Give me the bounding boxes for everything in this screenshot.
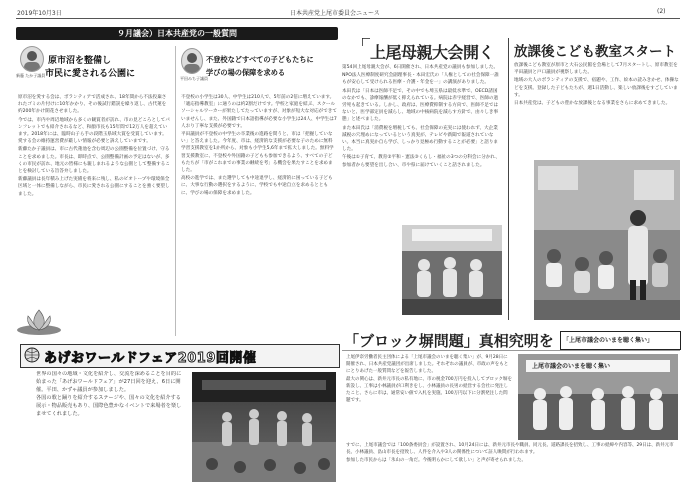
newspaper-name: 日本共産党上尾市委員会ニュース <box>290 10 380 17</box>
meeting-banner-text: 上尾市議会のいまを聴く集い <box>532 363 611 370</box>
q2-paragraph: 平田議員が不登校の中学生の卒業後の進路を問うと、市は「把握していない」と答えました。今年度、市は、経済的な支援が必要な子のために無料学習支援教室を1か所から、対象も小学生5,6年まで拡大しました。無料学習支援教室に、不登校や外国籍の子どもも参加できるよう、すべての子どもたちが「市がこれまでの事業の継続を考」る機会を果たすことを求めました。 <box>181 132 334 174</box>
afterschool-body <box>514 62 680 162</box>
mothers-conference-title: 上尾母親大会開く <box>370 43 495 62</box>
q2-paragraph: 高校の進学では、また選学しても中途退学し、経済的に困っている子どもに、大事な行動の選択をするように、学校でも中途自立を求めるとともに、学びの場の保障を求めました。 <box>181 176 333 196</box>
person-icon <box>21 47 43 71</box>
afterschool-paragraph: 放課後こども教室が原市と大石公民館を会場として7月スタートし、原市教室を平田議員と戸口議員が視察しました。 <box>514 63 678 76</box>
q1-paragraph: 今では、市内や周辺地域から多くの観賞者が訪れ、市の見どころとしてパンフレットでも紹介されるなど、和顔市長も15年間で12万人を超えています。2018年には、臨時山子ら手の段階玉県域大賞を受賞しています。愛する会の維持運営費が厳しい情報が必要と訴えしていまです。 <box>18 117 170 145</box>
globe-icon <box>24 347 40 363</box>
world-fair-photo <box>192 372 336 482</box>
fair-paragraph: 各国の歌と踊りを紹介するステージや、国々の文化を紹介する展示・物品販売もあり、国際色豊かなイベントで来場者を楽しませてくれました。 <box>36 395 182 417</box>
mothers-paragraph: NPO法人医療制度研究会副理事長・本田宏氏の「人権としての社会保障一誰もが安心して受けられる医療・介護・年金を一」の講演がありました。 <box>342 73 499 86</box>
mothers-paragraph: 午後は①子育て、教育②平和・憲法③くらし・福祉の3つの分科会に分かれ、参加者から要望を出し合い、市や県に届けていくこと話されました。 <box>342 155 500 168</box>
afterschool-photo <box>534 160 680 320</box>
block-paragraph: 参加した市民からは「氷山の一角だ。今後明らかにして欲しい」と声が寄せられました。 <box>346 458 526 463</box>
block-wall-title: 「ブロック塀問題」真相究明を <box>344 332 554 350</box>
block-wall-body-b <box>346 442 680 488</box>
block-wall-meeting-photo <box>518 354 678 440</box>
issue-date: 2019年10月3日 <box>17 10 62 17</box>
speaker-name-hirata: 平田みち子議員 <box>180 76 208 81</box>
q1-paragraph: 原市沼を愛する会は、ボランティアで活成され、18年間から不法投棄されたゴミの片付けに10年かかり、その後試行錯誤を繰り返し、古代蓮を約200年かけ開花させました。 <box>18 95 167 115</box>
mothers-paragraph: また本田氏は「消費税を増税しても、社会保障の充実には使われず、大企業減税の穴埋めになっているという真実が、テレビや新聞で報道されていない。本当に真実か自ら学び、しっかり見極め行動することが必要」と語りました。 <box>342 125 499 153</box>
fair-paragraph: 世界の国々の地域・文化を紹介し、交流を深めることを目的に始まった「あげおワールドフェア」が27日回を迎え、6日に開催。平田、かずゃ議員が参加しました。 <box>36 371 182 393</box>
column-divider <box>508 38 509 320</box>
section-rule <box>342 350 680 351</box>
q1-headline-line2: 市民に愛される公園に <box>45 69 136 79</box>
afterschool-paragraph: 日本共産党は、子どもの豊かな放課後となる事業をさらに求めてきました。 <box>514 101 671 107</box>
q1-headline-line1: 原市沼を整備し <box>48 56 112 66</box>
afterschool-title: 放課後こども教室スタート <box>514 44 676 60</box>
lotus-flower-illustration <box>14 302 64 338</box>
mothers-paragraph: 本田氏は「日本は医師不足で、その中でも埼玉県は最低水準で、OECD諸国のなかでも、診療報酬が低く抑えられている。病院は赤字経営で、医師の過労死も起きている。しかし、政府は、医療費抑制する方向で、医師不足ではないと、医学部定員を減らし、地域の中核病院を減らす方針で、由々しき事態」と述べました。 <box>342 88 499 123</box>
block-paragraph: すでに、上尾市議会では「100条委員会」が設置され、10月24日には、新井元市長や職員、同元長、道路課長を招致し、工事の経緯や内容等、29日は、新井元市長、小林議員、畠山市長を招致し、人件を介入や3人の関係性について証人喚問が行われます。 <box>346 443 674 455</box>
corner-bracket-icon <box>362 38 370 46</box>
q1-paragraph: 新藤たか子議員は、市に古代蓮池を含む周辺の公園整備を位置づけ、守ることを求めました。市長は、即時点で、公園整備計画の予定はないが、多くの市民が訪れ、地元の皆様にも親しまれるような公園として整備することを検討している旨答弁しました。 <box>18 147 170 175</box>
speaker-photo-hirata <box>181 48 203 74</box>
block-paragraph: 上尾伊奈労働者民主団体による「上尾市議会のいまを聴く集い」が、9月28日に開催され、日本共産党議団が出席しました。それぞれの議員が、市政の声をもとにとりあげた一般質問などを報告しました。 <box>346 355 509 374</box>
q2-body <box>181 94 337 338</box>
afterschool-paragraph: 地域の大人のボランティアの支援で、宿題や、工作、絵本の読みきかせ、体操などを支援。登録した子どもたちが、週1日活動し、楽しい放課後をすごしています。 <box>514 78 679 98</box>
header-rule <box>16 18 680 19</box>
fair-title: あげおワールドフェア2019回開催 <box>44 351 257 366</box>
speaker-name-shindo: 新藤 たか子議員 <box>16 73 46 78</box>
mothers-paragraph: 第54回上尾母親大会が、6日開催され、日本共産党の議員も参加しました。 <box>342 65 499 70</box>
q2-headline-line1: 不登校などすべての子どもたちに <box>206 55 314 64</box>
q1-paragraph: 新藤議員は長年積み上げた実績を将来に残し、私のビオトープや環境保全区域と一体に整備しながら、市民に愛される公園にすることを強く要望しました。 <box>18 177 170 197</box>
mothers-conference-photo <box>402 225 502 315</box>
column-divider <box>175 46 176 336</box>
block-wall-subtitle: 「上尾市議会のいまを聴く集い」 <box>563 337 654 344</box>
fair-body <box>36 371 186 486</box>
speaker-photo-shindo <box>20 46 44 72</box>
section-band-title: ９月議会）日本共産党の一般質問 <box>16 27 338 40</box>
block-paragraph: 最大の関心は、新井元市長の私有地に、市の税金700万円を投入してブロック塀を新設し、工事は小林議員が口利きをし、小林議員の長男の経営する会社に発注したこと、さらに市は、通常安い値で入札を実施、100万円以下に分割発注した問題です。 <box>346 377 512 403</box>
q2-headline-line2: 学びの場の保障を求める <box>206 68 286 77</box>
block-wall-body-a <box>346 354 512 442</box>
person-icon <box>182 49 202 73</box>
page-number: (2) <box>657 8 666 15</box>
q2-paragraph: 不登校の小学生は30人、中学生は210人で、5年前の2倍に増えています。「適応指導教室」に通うのは約2割だけです。学校と家庭を結ぶ、スクールソーシャルワーカーが果たしてたっていますが、対象が短大な対応ができていませんし、また、外国籍で日本語指導が必要な小学生は24人、中学生は7人おり丁寧な支援が必要です。 <box>181 95 337 129</box>
